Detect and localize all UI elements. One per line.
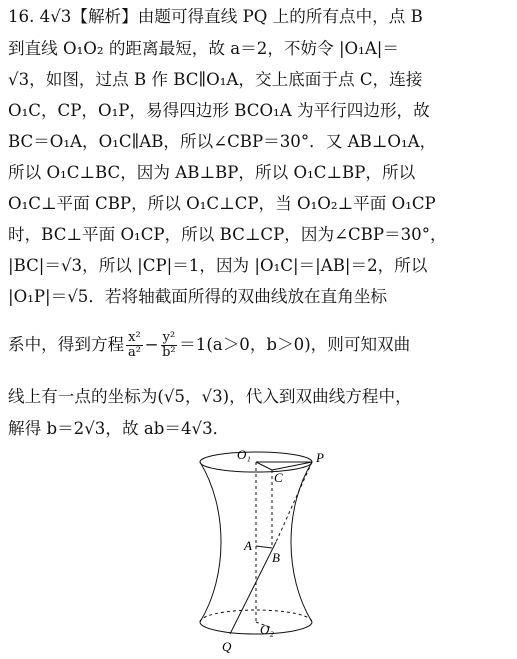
solution-line-3: √3，如图，过点 B 作 BC∥O₁A，交上底面于点 C，连接 — [8, 70, 423, 89]
solution-line-1: 16. 4√3【解析】由题可得直线 PQ 上的所有点中，点 B — [8, 7, 423, 26]
label-b: B — [272, 550, 280, 565]
solution-line-6: 所以 O₁C⊥BC，因为 AB⊥BP，所以 O₁C⊥BP，所以 — [8, 163, 416, 182]
fraction-denominator: a² — [127, 345, 141, 360]
line11-prefix: 系中，得到方程 — [8, 335, 125, 354]
solution-line-9: |BC|＝√3，所以 |CP|＝1，因为 |O₁C|＝|AB|＝2，所以 — [8, 256, 428, 275]
label-o1: O₁ — [237, 448, 251, 462]
fraction-numerator: y² — [162, 330, 176, 345]
fraction-denominator: b² — [162, 345, 176, 360]
minus-sign: − — [144, 335, 159, 354]
solution-line-11 — [8, 322, 513, 368]
bottom-ellipse-front — [200, 622, 312, 634]
left-hyperbola — [200, 462, 221, 622]
label-q: Q — [222, 639, 232, 654]
hyperboloid-figure — [188, 448, 328, 656]
line-pq-lower — [230, 542, 276, 634]
solution-line-12: 线上有一点的坐标为(√5，√3)，代入到双曲线方程中， — [8, 387, 412, 406]
line11-suffix: ＝1(a＞0，b＞0)，则可知双曲 — [179, 335, 411, 354]
segment-cp — [272, 462, 312, 470]
solution-line-13: 解得 b＝2√3，故 ab＝4√3． — [8, 419, 230, 438]
solution-line-4: O₁C，CP，O₁P，易得四边形 BCO₁A 为平行四边形，故 — [8, 101, 430, 120]
fraction-x2-a2 — [126, 331, 143, 360]
label-p: P — [316, 450, 324, 465]
solution-line-7: O₁C⊥平面 CBP，所以 O₁C⊥CP，当 O₁O₂⊥平面 O₁CP — [8, 194, 436, 213]
fraction-y2-b2 — [161, 331, 178, 360]
solution-line-5: BC＝O₁A，O₁C∥AB，所以∠CBP＝30°．又 AB⊥O₁A， — [8, 132, 437, 151]
segment-o1c — [256, 462, 272, 470]
segment-ab — [256, 546, 272, 548]
solution-line-2: 到直线 O₁O₂ 的距离最短，故 a＝2，不妨令 |O₁A|＝ — [8, 39, 399, 58]
solution-line-8: 时，BC⊥平面 O₁CP，所以 BC⊥CP，因为∠CBP＝30°， — [8, 225, 447, 244]
label-a: A — [244, 538, 252, 553]
label-o2: O₂ — [260, 622, 274, 637]
solution-line-10: |O₁P|＝√5．若将轴截面所得的双曲线放在直角坐标 — [8, 287, 388, 306]
fraction-numerator: x² — [128, 330, 141, 345]
label-c: C — [274, 470, 283, 485]
